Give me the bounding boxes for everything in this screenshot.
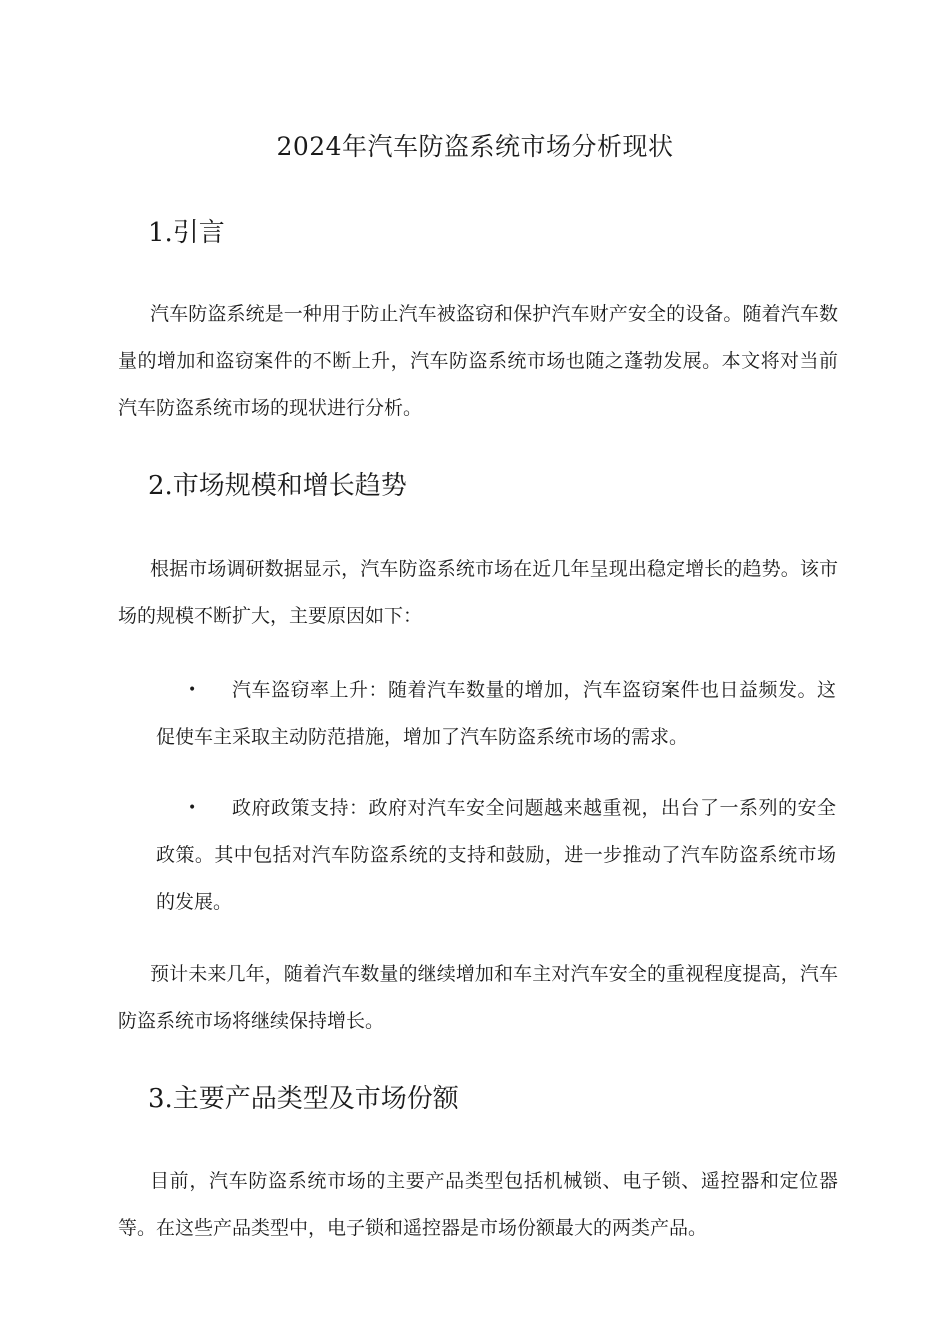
section-heading-market-size: 2.市场规模和增长趋势 <box>148 471 407 501</box>
section-heading-introduction: 1.引言 <box>148 218 225 248</box>
paragraph-market-conclusion: 预计未来几年，随着汽车数量的继续增加和车主对汽车安全的重视程度提高，汽车防盗系统市场将继续保持增长。 <box>118 963 838 1032</box>
bullet-icon: • <box>188 682 197 698</box>
list-item-text: 汽车盗窃率上升：随着汽车数量的增加，汽车盗窃案件也日益频发。这促使车主采取主动防范措施，增加了汽车防盗系统市场的需求。 <box>156 679 836 748</box>
list-item <box>156 667 836 761</box>
paragraph-market-intro: 根据市场调研数据显示，汽车防盗系统市场在近几年呈现出稳定增长的趋势。该市场的规模不断扩大，主要原因如下： <box>118 558 838 627</box>
list-item-text: 政府政策支持：政府对汽车安全问题越来越重视，出台了一系列的安全政策。其中包括对汽车防盗系统的支持和鼓励，进一步推动了汽车防盗系统市场的发展。 <box>156 797 836 913</box>
document-title: 2024年汽车防盗系统市场分析现状 <box>276 132 674 161</box>
bullet-icon: • <box>188 800 197 816</box>
section-heading-products: 3.主要产品类型及市场份额 <box>148 1084 459 1114</box>
list-item <box>156 785 836 926</box>
paragraph-introduction: 汽车防盗系统是一种用于防止汽车被盗窃和保护汽车财产安全的设备。随着汽车数量的增加和盗窃案件的不断上升，汽车防盗系统市场也随之蓬勃发展。本文将对当前汽车防盗系统市场的现状进行分析。 <box>118 303 838 419</box>
paragraph-products: 目前，汽车防盗系统市场的主要产品类型包括机械锁、电子锁、遥控器和定位器等。在这些产品类型中，电子锁和遥控器是市场份额最大的两类产品。 <box>118 1170 838 1239</box>
